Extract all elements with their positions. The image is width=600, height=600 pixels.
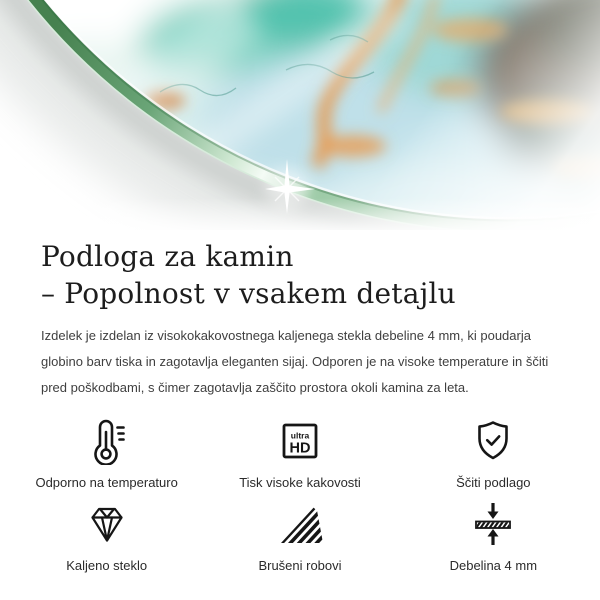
shield-check-icon	[469, 417, 517, 465]
thermometer-icon	[83, 417, 131, 465]
feature-grid	[10, 417, 590, 573]
page-title	[41, 238, 570, 312]
product-hero-image	[0, 0, 600, 230]
ultra-hd-badge-top: ultra	[290, 430, 310, 441]
diamond-icon	[83, 500, 131, 548]
ultra-hd-icon	[276, 417, 324, 465]
feature-protects-base	[397, 417, 590, 490]
thickness-icon	[469, 500, 517, 548]
ultra-hd-badge-bottom: HD	[289, 440, 311, 457]
feature-brushed-edges	[203, 500, 396, 573]
feature-thickness	[397, 500, 590, 573]
page-title-line2: – Popolnost v vsakem detajlu	[41, 277, 456, 310]
feature-tempered-glass	[10, 500, 203, 573]
page-title-line1: Podloga za kamin	[41, 240, 294, 273]
feature-label: Ščiti podlago	[456, 475, 531, 490]
feature-temperature	[10, 417, 203, 490]
feature-label: Debelina 4 mm	[449, 558, 538, 573]
feature-label: Brušeni robovi	[258, 558, 342, 573]
glass-panel-illustration	[0, 0, 600, 230]
feature-label: Kaljeno steklo	[66, 558, 148, 573]
brushed-edges-icon	[276, 500, 324, 548]
feature-print-quality	[203, 417, 396, 490]
feature-label: Tisk visoke kakovosti	[239, 475, 361, 490]
product-description: Izdelek je izdelan iz visokokakovostnega kaljenega stekla debeline 4 mm, ki poudarja globino barv tiska in zagotavlja eleganten sijaj. Odporen je na visoke temperature in ščiti pred poškodbami, s čimer zagotavlja zaščito prostora okoli kamina za leta.	[41, 328, 549, 395]
feature-label: Odporno na temperaturo	[35, 475, 178, 490]
